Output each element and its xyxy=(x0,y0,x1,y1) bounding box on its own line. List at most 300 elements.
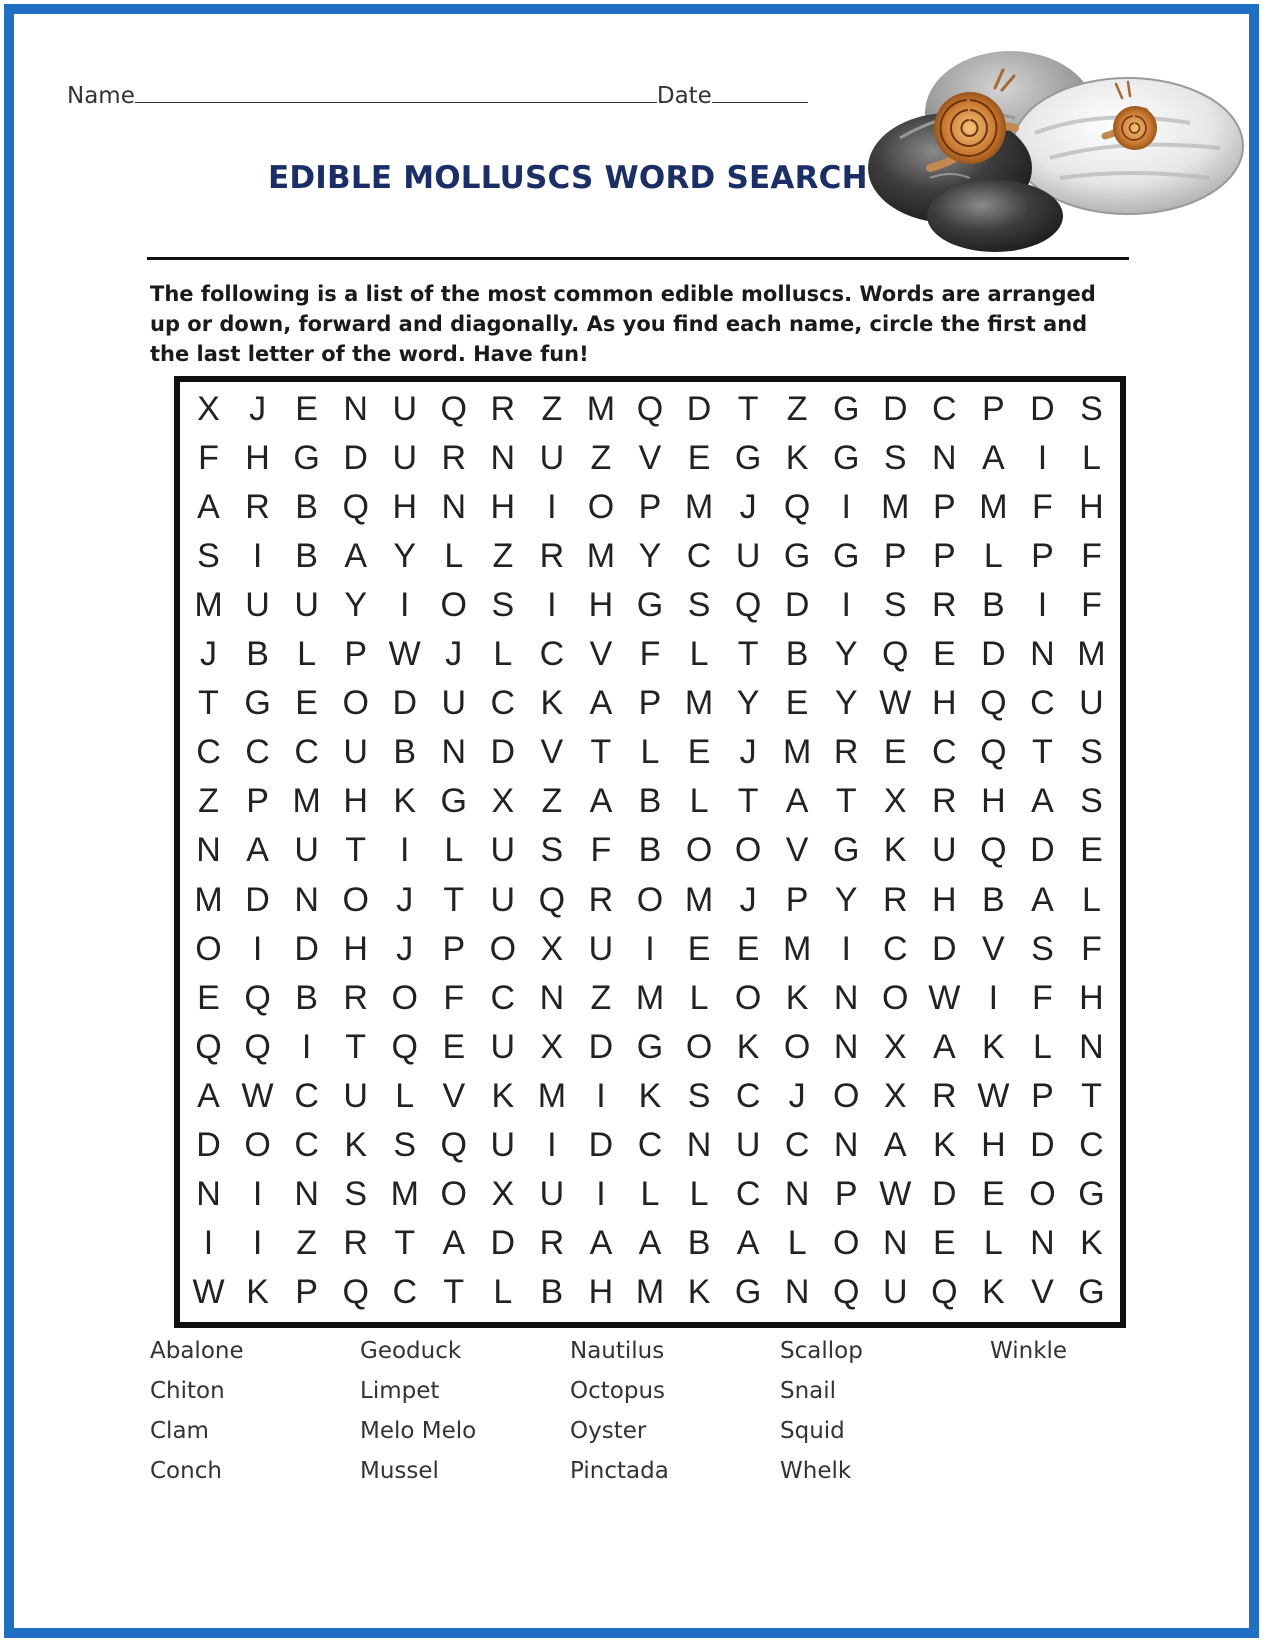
grid-letter[interactable]: V xyxy=(589,635,613,674)
grid-letter[interactable]: R xyxy=(539,537,565,576)
grid-letter[interactable]: Z xyxy=(786,390,808,429)
grid-letter[interactable]: G xyxy=(1078,1272,1105,1311)
grid-letter[interactable]: W xyxy=(241,1076,274,1115)
grid-letter[interactable]: L xyxy=(689,782,709,821)
grid-letter[interactable]: A xyxy=(1031,782,1054,821)
grid-letter[interactable]: Q xyxy=(636,390,664,429)
grid-letter[interactable]: Q xyxy=(980,684,1007,723)
grid-letter[interactable]: S xyxy=(1080,782,1103,821)
grid-letter[interactable]: F xyxy=(443,978,465,1017)
grid-letter[interactable]: H xyxy=(981,782,1006,821)
grid-letter[interactable]: R xyxy=(245,488,270,527)
grid-letter[interactable]: Z xyxy=(541,782,563,821)
grid-letter[interactable]: M xyxy=(881,488,910,527)
grid-letter[interactable]: P xyxy=(883,537,907,576)
grid-letter[interactable]: Y xyxy=(393,537,417,576)
grid-letter[interactable]: N xyxy=(882,1223,908,1262)
grid-letter[interactable]: F xyxy=(198,439,219,478)
grid-letter[interactable]: P xyxy=(638,488,662,527)
grid-letter[interactable]: L xyxy=(689,1174,709,1213)
grid-letter[interactable]: L xyxy=(983,1223,1003,1262)
grid-letter[interactable]: E xyxy=(1080,831,1103,870)
grid-letter[interactable]: J xyxy=(739,880,757,919)
grid-letter[interactable]: L xyxy=(493,635,513,674)
grid-letter[interactable]: N xyxy=(539,978,565,1017)
grid-letter[interactable]: F xyxy=(639,635,661,674)
grid-letter[interactable]: G xyxy=(832,390,860,429)
grid-letter[interactable]: H xyxy=(588,1272,614,1311)
grid-letter[interactable]: M xyxy=(537,1076,567,1115)
grid-letter[interactable]: W xyxy=(879,684,912,723)
name-field[interactable] xyxy=(135,82,657,103)
grid-letter[interactable]: D xyxy=(1030,390,1055,429)
grid-letter[interactable]: U xyxy=(245,586,270,625)
grid-letter[interactable]: X xyxy=(540,929,564,968)
grid-letter[interactable]: K xyxy=(344,1125,368,1164)
grid-letter[interactable]: U xyxy=(490,1125,516,1164)
grid-letter[interactable]: X xyxy=(883,1027,907,1066)
grid-letter[interactable]: D xyxy=(343,439,368,478)
grid-letter[interactable]: N xyxy=(196,1174,221,1213)
grid-letter[interactable]: A xyxy=(246,831,269,870)
grid-letter[interactable]: Q xyxy=(342,488,369,527)
grid-letter[interactable]: I xyxy=(841,929,851,968)
grid-letter[interactable]: G xyxy=(293,439,320,478)
grid-letter[interactable]: Q xyxy=(734,586,762,625)
grid-letter[interactable]: K xyxy=(785,978,809,1017)
grid-letter[interactable]: O xyxy=(391,978,418,1017)
grid-letter[interactable]: Q xyxy=(783,488,811,527)
grid-letter[interactable]: B xyxy=(638,782,662,821)
grid-letter[interactable]: M xyxy=(635,1272,665,1311)
grid-letter[interactable]: K xyxy=(982,1027,1005,1066)
grid-letter[interactable]: T xyxy=(737,782,759,821)
grid-letter[interactable]: I xyxy=(252,929,263,968)
grid-letter[interactable]: C xyxy=(1030,684,1055,723)
grid-letter[interactable]: S xyxy=(540,831,564,870)
grid-letter[interactable]: J xyxy=(739,488,757,527)
grid-letter[interactable]: O xyxy=(734,831,762,870)
grid-letter[interactable]: U xyxy=(343,1076,368,1115)
grid-letter[interactable]: T xyxy=(835,782,857,821)
grid-letter[interactable]: A xyxy=(785,782,809,821)
grid-letter[interactable]: T xyxy=(394,1223,416,1262)
grid-letter[interactable]: U xyxy=(539,1174,565,1213)
grid-letter[interactable]: J xyxy=(445,635,463,674)
grid-letter[interactable]: W xyxy=(977,1076,1010,1115)
grid-letter[interactable]: N xyxy=(784,1272,810,1311)
grid-letter[interactable]: E xyxy=(442,1027,466,1066)
grid-letter[interactable]: O xyxy=(636,880,664,919)
grid-letter[interactable]: F xyxy=(1032,978,1053,1017)
grid-letter[interactable]: T xyxy=(198,684,219,723)
grid-letter[interactable]: N xyxy=(833,1125,859,1164)
grid-letter[interactable]: P xyxy=(932,537,956,576)
grid-letter[interactable]: W xyxy=(879,1174,912,1213)
grid-letter[interactable]: Y xyxy=(736,684,760,723)
grid-letter[interactable]: O xyxy=(685,1027,713,1066)
grid-letter[interactable]: Q xyxy=(882,635,909,674)
grid-letter[interactable]: A xyxy=(932,1027,956,1066)
grid-letter[interactable]: G xyxy=(832,537,860,576)
grid-letter[interactable]: K xyxy=(638,1076,662,1115)
grid-letter[interactable]: W xyxy=(192,1272,225,1311)
date-field[interactable] xyxy=(712,82,808,103)
grid-letter[interactable]: V xyxy=(540,733,564,772)
grid-letter[interactable]: K xyxy=(393,782,417,821)
grid-letter[interactable]: J xyxy=(739,733,757,772)
grid-letter[interactable]: N xyxy=(932,439,957,478)
grid-letter[interactable]: A xyxy=(638,1223,662,1262)
grid-letter[interactable]: T xyxy=(1081,1076,1102,1115)
grid-letter[interactable]: B xyxy=(982,880,1005,919)
grid-letter[interactable]: U xyxy=(441,684,467,723)
grid-letter[interactable]: D xyxy=(932,1174,957,1213)
grid-letter[interactable]: U xyxy=(490,1027,516,1066)
grid-letter[interactable]: I xyxy=(1037,586,1048,625)
grid-letter[interactable]: N xyxy=(294,880,319,919)
grid-letter[interactable]: C xyxy=(294,733,319,772)
grid-letter[interactable]: I xyxy=(547,488,557,527)
grid-letter[interactable]: H xyxy=(392,488,417,527)
grid-letter[interactable]: I xyxy=(547,586,557,625)
grid-letter[interactable]: U xyxy=(735,1125,761,1164)
grid-letter[interactable]: C xyxy=(294,1076,319,1115)
grid-letter[interactable]: S xyxy=(197,537,220,576)
grid-letter[interactable]: F xyxy=(1032,488,1053,527)
grid-letter[interactable]: K xyxy=(982,1272,1005,1311)
grid-letter[interactable]: G xyxy=(832,439,860,478)
grid-letter[interactable]: R xyxy=(441,439,467,478)
grid-letter[interactable]: G xyxy=(734,1272,762,1311)
grid-letter[interactable]: A xyxy=(344,537,368,576)
grid-letter[interactable]: V xyxy=(638,439,662,478)
grid-letter[interactable]: K xyxy=(883,831,907,870)
grid-letter[interactable]: N xyxy=(196,831,221,870)
grid-letter[interactable]: R xyxy=(490,390,516,429)
grid-letter[interactable]: L xyxy=(787,1223,807,1262)
grid-letter[interactable]: U xyxy=(392,439,417,478)
grid-letter[interactable]: L xyxy=(1032,1027,1052,1066)
grid-letter[interactable]: Y xyxy=(834,635,858,674)
grid-letter[interactable]: U xyxy=(343,733,368,772)
grid-letter[interactable]: U xyxy=(392,390,417,429)
grid-letter[interactable]: O xyxy=(832,1223,860,1262)
grid-letter[interactable]: J xyxy=(396,880,414,919)
grid-letter[interactable]: I xyxy=(596,1076,606,1115)
grid-letter[interactable]: A xyxy=(982,439,1005,478)
grid-letter[interactable]: B xyxy=(295,537,318,576)
grid-letter[interactable]: S xyxy=(1080,390,1103,429)
grid-letter[interactable]: E xyxy=(982,1174,1005,1213)
grid-letter[interactable]: P xyxy=(982,390,1005,429)
grid-letter[interactable]: I xyxy=(203,1223,214,1262)
grid-letter[interactable]: P xyxy=(932,488,956,527)
grid-letter[interactable]: R xyxy=(932,782,957,821)
grid-letter[interactable]: Q xyxy=(244,978,271,1017)
grid-letter[interactable]: C xyxy=(245,733,270,772)
grid-letter[interactable]: P xyxy=(295,1272,318,1311)
grid-letter[interactable]: M xyxy=(782,733,812,772)
grid-letter[interactable]: D xyxy=(245,880,270,919)
grid-letter[interactable]: Y xyxy=(834,880,858,919)
grid-letter[interactable]: I xyxy=(400,586,410,625)
grid-letter[interactable]: F xyxy=(1081,929,1102,968)
grid-letter[interactable]: M xyxy=(292,782,321,821)
grid-letter[interactable]: U xyxy=(539,439,565,478)
grid-letter[interactable]: C xyxy=(637,1125,663,1164)
grid-letter[interactable]: U xyxy=(882,1272,908,1311)
grid-letter[interactable]: N xyxy=(1030,635,1055,674)
grid-letter[interactable]: R xyxy=(932,586,957,625)
grid-letter[interactable]: V xyxy=(442,1076,466,1115)
grid-letter[interactable]: Z xyxy=(492,537,514,576)
grid-letter[interactable]: S xyxy=(687,1076,711,1115)
grid-letter[interactable]: D xyxy=(490,1223,516,1262)
grid-letter[interactable]: E xyxy=(736,929,760,968)
grid-letter[interactable]: N xyxy=(294,1174,319,1213)
grid-letter[interactable]: W xyxy=(928,978,961,1017)
grid-letter[interactable]: K xyxy=(491,1076,515,1115)
grid-letter[interactable]: H xyxy=(245,439,270,478)
grid-letter[interactable]: Z xyxy=(590,439,612,478)
grid-letter[interactable]: M xyxy=(390,1174,419,1213)
grid-letter[interactable]: L xyxy=(640,733,660,772)
grid-letter[interactable]: I xyxy=(988,978,999,1017)
grid-letter[interactable]: O xyxy=(440,1174,467,1213)
grid-letter[interactable]: D xyxy=(490,733,516,772)
grid-letter[interactable]: D xyxy=(981,635,1006,674)
grid-letter[interactable]: H xyxy=(1079,488,1104,527)
grid-letter[interactable]: Z xyxy=(296,1223,318,1262)
grid-letter[interactable]: X xyxy=(883,1076,907,1115)
grid-letter[interactable]: H xyxy=(588,586,614,625)
grid-letter[interactable]: I xyxy=(252,1223,263,1262)
grid-letter[interactable]: C xyxy=(784,1125,810,1164)
grid-letter[interactable]: I xyxy=(252,1174,263,1213)
grid-letter[interactable]: X xyxy=(491,782,515,821)
grid-letter[interactable]: G xyxy=(832,831,860,870)
grid-letter[interactable]: C xyxy=(686,537,712,576)
grid-letter[interactable]: M xyxy=(586,390,616,429)
grid-letter[interactable]: L xyxy=(689,978,709,1017)
grid-letter[interactable]: K xyxy=(540,684,564,723)
grid-letter[interactable]: L xyxy=(1082,439,1101,478)
grid-letter[interactable]: O xyxy=(342,684,369,723)
grid-letter[interactable]: A xyxy=(589,1223,613,1262)
grid-letter[interactable]: N xyxy=(833,1027,859,1066)
grid-letter[interactable]: C xyxy=(490,978,516,1017)
grid-letter[interactable]: R xyxy=(539,1223,565,1262)
grid-letter[interactable]: R xyxy=(588,880,614,919)
grid-letter[interactable]: U xyxy=(1079,684,1104,723)
grid-letter[interactable]: L xyxy=(1082,880,1101,919)
grid-letter[interactable]: K xyxy=(932,1125,956,1164)
grid-letter[interactable]: I xyxy=(400,831,410,870)
grid-letter[interactable]: U xyxy=(490,831,516,870)
grid-letter[interactable]: N xyxy=(1079,1027,1104,1066)
grid-letter[interactable]: O xyxy=(1029,1174,1056,1213)
grid-letter[interactable]: D xyxy=(392,684,417,723)
grid-letter[interactable]: M xyxy=(782,929,812,968)
grid-letter[interactable]: I xyxy=(1037,439,1048,478)
grid-letter[interactable]: R xyxy=(932,1076,957,1115)
grid-letter[interactable]: D xyxy=(1030,831,1055,870)
grid-letter[interactable]: Q xyxy=(931,1272,958,1311)
grid-letter[interactable]: Y xyxy=(344,586,368,625)
grid-letter[interactable]: V xyxy=(982,929,1005,968)
grid-letter[interactable]: Q xyxy=(342,1272,369,1311)
grid-letter[interactable]: B xyxy=(982,586,1005,625)
grid-letter[interactable]: X xyxy=(540,1027,564,1066)
grid-letter[interactable]: G xyxy=(244,684,271,723)
grid-letter[interactable]: P xyxy=(1031,1076,1054,1115)
grid-letter[interactable]: S xyxy=(687,586,711,625)
grid-letter[interactable]: D xyxy=(588,1125,614,1164)
grid-letter[interactable]: G xyxy=(636,1027,664,1066)
grid-letter[interactable]: I xyxy=(841,488,851,527)
grid-letter[interactable]: I xyxy=(841,586,851,625)
grid-letter[interactable]: O xyxy=(783,1027,811,1066)
grid-letter[interactable]: B xyxy=(393,733,417,772)
grid-letter[interactable]: G xyxy=(636,586,664,625)
grid-letter[interactable]: E xyxy=(687,439,711,478)
grid-letter[interactable]: T xyxy=(443,880,465,919)
grid-letter[interactable]: E xyxy=(785,684,809,723)
grid-letter[interactable]: N xyxy=(784,1174,810,1213)
grid-letter[interactable]: S xyxy=(393,1125,417,1164)
grid-letter[interactable]: C xyxy=(294,1125,319,1164)
grid-letter[interactable]: H xyxy=(343,782,368,821)
grid-letter[interactable]: T xyxy=(443,1272,465,1311)
grid-letter[interactable]: D xyxy=(588,1027,614,1066)
grid-letter[interactable]: D xyxy=(196,1125,221,1164)
grid-letter[interactable]: I xyxy=(252,537,263,576)
grid-letter[interactable]: C xyxy=(882,929,908,968)
grid-letter[interactable]: M xyxy=(194,880,223,919)
grid-letter[interactable]: O xyxy=(244,1125,271,1164)
grid-letter[interactable]: H xyxy=(932,684,957,723)
grid-letter[interactable]: E xyxy=(932,1223,956,1262)
grid-letter[interactable]: A xyxy=(197,1076,220,1115)
grid-letter[interactable]: Q xyxy=(980,733,1007,772)
grid-letter[interactable]: Y xyxy=(834,684,858,723)
grid-letter[interactable]: J xyxy=(200,635,218,674)
grid-letter[interactable]: N xyxy=(686,1125,712,1164)
grid-letter[interactable]: J xyxy=(249,390,267,429)
grid-letter[interactable]: L xyxy=(640,1174,660,1213)
grid-letter[interactable]: Q xyxy=(244,1027,271,1066)
grid-letter[interactable]: K xyxy=(246,1272,269,1311)
grid-letter[interactable]: B xyxy=(246,635,269,674)
grid-letter[interactable]: N xyxy=(490,439,516,478)
grid-letter[interactable]: G xyxy=(440,782,467,821)
grid-letter[interactable]: N xyxy=(833,978,859,1017)
grid-letter[interactable]: U xyxy=(932,831,957,870)
grid-letter[interactable]: Q xyxy=(440,390,467,429)
grid-letter[interactable]: D xyxy=(294,929,319,968)
grid-letter[interactable]: T xyxy=(345,1027,367,1066)
grid-letter[interactable]: C xyxy=(932,390,957,429)
grid-letter[interactable]: R xyxy=(343,978,368,1017)
grid-letter[interactable]: A xyxy=(442,1223,466,1262)
grid-letter[interactable]: M xyxy=(684,684,714,723)
grid-letter[interactable]: S xyxy=(344,1174,368,1213)
grid-letter[interactable]: F xyxy=(1081,586,1102,625)
grid-letter[interactable]: H xyxy=(932,880,957,919)
grid-letter[interactable]: D xyxy=(932,929,957,968)
grid-letter[interactable]: S xyxy=(883,586,907,625)
grid-letter[interactable]: D xyxy=(1030,1125,1055,1164)
grid-letter[interactable]: C xyxy=(490,684,516,723)
grid-letter[interactable]: E xyxy=(687,733,711,772)
grid-letter[interactable]: L xyxy=(983,537,1003,576)
grid-letter[interactable]: R xyxy=(343,1223,368,1262)
grid-letter[interactable]: D xyxy=(784,586,810,625)
grid-letter[interactable]: G xyxy=(1078,1174,1105,1213)
grid-letter[interactable]: K xyxy=(687,1272,711,1311)
grid-letter[interactable]: A xyxy=(589,782,613,821)
grid-letter[interactable]: Q xyxy=(832,1272,860,1311)
grid-letter[interactable]: M xyxy=(194,586,223,625)
grid-letter[interactable]: G xyxy=(783,537,811,576)
grid-letter[interactable]: C xyxy=(196,733,221,772)
grid-letter[interactable]: N xyxy=(1030,1223,1055,1262)
grid-letter[interactable]: Q xyxy=(391,1027,418,1066)
grid-letter[interactable]: U xyxy=(294,831,319,870)
grid-letter[interactable]: B xyxy=(295,978,318,1017)
grid-letter[interactable]: O xyxy=(489,929,517,968)
grid-letter[interactable]: T xyxy=(345,831,367,870)
grid-letter[interactable]: A xyxy=(1031,880,1054,919)
grid-letter[interactable]: O xyxy=(342,880,369,919)
grid-letter[interactable]: O xyxy=(832,1076,860,1115)
grid-letter[interactable]: B xyxy=(295,488,318,527)
grid-letter[interactable]: E xyxy=(687,929,711,968)
grid-letter[interactable]: L xyxy=(444,537,464,576)
grid-letter[interactable]: G xyxy=(734,439,762,478)
grid-letter[interactable]: L xyxy=(297,635,317,674)
grid-letter[interactable]: L xyxy=(493,1272,513,1311)
grid-letter[interactable]: Z xyxy=(590,978,612,1017)
grid-letter[interactable]: E xyxy=(883,733,907,772)
grid-letter[interactable]: M xyxy=(586,537,616,576)
grid-letter[interactable]: E xyxy=(932,635,956,674)
grid-letter[interactable]: U xyxy=(490,880,516,919)
grid-letter[interactable]: T xyxy=(737,390,759,429)
grid-letter[interactable]: N xyxy=(441,488,467,527)
grid-letter[interactable]: O xyxy=(440,586,467,625)
grid-letter[interactable]: C xyxy=(539,635,565,674)
grid-letter[interactable]: Q xyxy=(440,1125,467,1164)
grid-letter[interactable]: S xyxy=(1080,733,1103,772)
grid-letter[interactable]: T xyxy=(590,733,612,772)
grid-letter[interactable]: C xyxy=(735,1076,761,1115)
grid-letter[interactable]: I xyxy=(596,1174,606,1213)
grid-letter[interactable]: H xyxy=(981,1125,1006,1164)
grid-letter[interactable]: E xyxy=(295,684,318,723)
grid-letter[interactable]: Z xyxy=(198,782,219,821)
grid-letter[interactable]: P xyxy=(442,929,466,968)
grid-letter[interactable]: W xyxy=(388,635,421,674)
grid-letter[interactable]: C xyxy=(1079,1125,1104,1164)
grid-letter[interactable]: S xyxy=(491,586,515,625)
grid-letter[interactable]: B xyxy=(638,831,662,870)
grid-letter[interactable]: A xyxy=(736,1223,760,1262)
grid-letter[interactable]: P xyxy=(1031,537,1054,576)
grid-letter[interactable]: V xyxy=(1031,1272,1054,1311)
grid-letter[interactable]: H xyxy=(490,488,516,527)
